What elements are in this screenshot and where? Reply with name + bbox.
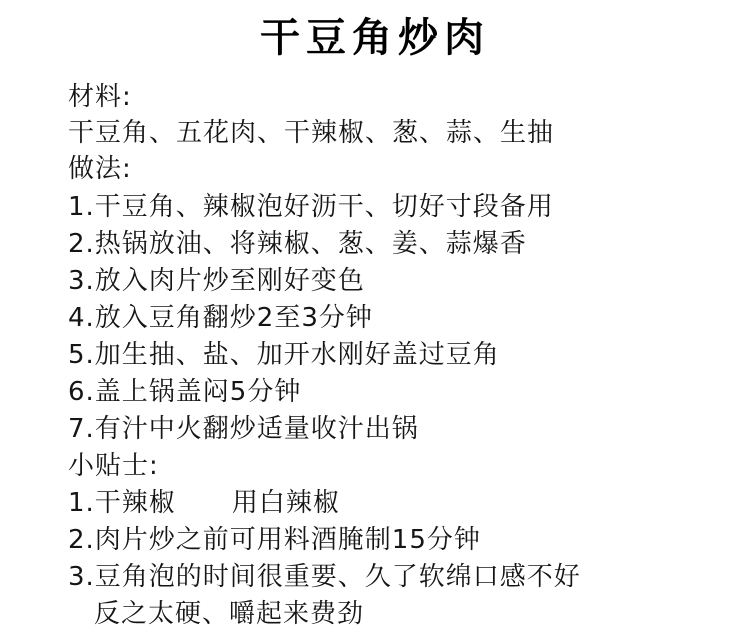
tip-2: 2.肉片炒之前可用料酒腌制15分钟 <box>68 525 481 555</box>
tip-3-line-2: 反之太硬、嚼起来费劲 <box>94 599 365 629</box>
method-step-7: 7.有汁中火翻炒适量收汁出锅 <box>68 414 419 444</box>
page-title: 干豆角炒肉 <box>260 15 490 61</box>
ingredients-list: 干豆角、五花肉、干辣椒、葱、蒜、生抽 <box>68 118 555 148</box>
method-step-4: 4.放入豆角翻炒2至3分钟 <box>68 303 373 333</box>
tip-3-line-1: 3.豆角泡的时间很重要、久了软绵口感不好 <box>68 562 581 592</box>
method-step-1: 1.干豆角、辣椒泡好沥干、切好寸段备用 <box>68 192 554 222</box>
tip-1 <box>68 486 340 520</box>
ingredients-heading: 材料: <box>68 82 132 112</box>
tip-1-value: 用白辣椒 <box>231 488 340 518</box>
tip-1-label: 1.干辣椒 <box>68 488 176 518</box>
method-step-5: 5.加生抽、盐、加开水刚好盖过豆角 <box>68 340 500 370</box>
method-heading: 做法: <box>68 154 132 184</box>
method-step-3: 3.放入肉片炒至刚好变色 <box>68 266 365 296</box>
method-step-6: 6.盖上锅盖闷5分钟 <box>68 377 302 407</box>
method-step-2: 2.热锅放油、将辣椒、葱、姜、蒜爆香 <box>68 229 527 259</box>
tips-heading: 小贴士: <box>68 451 159 481</box>
